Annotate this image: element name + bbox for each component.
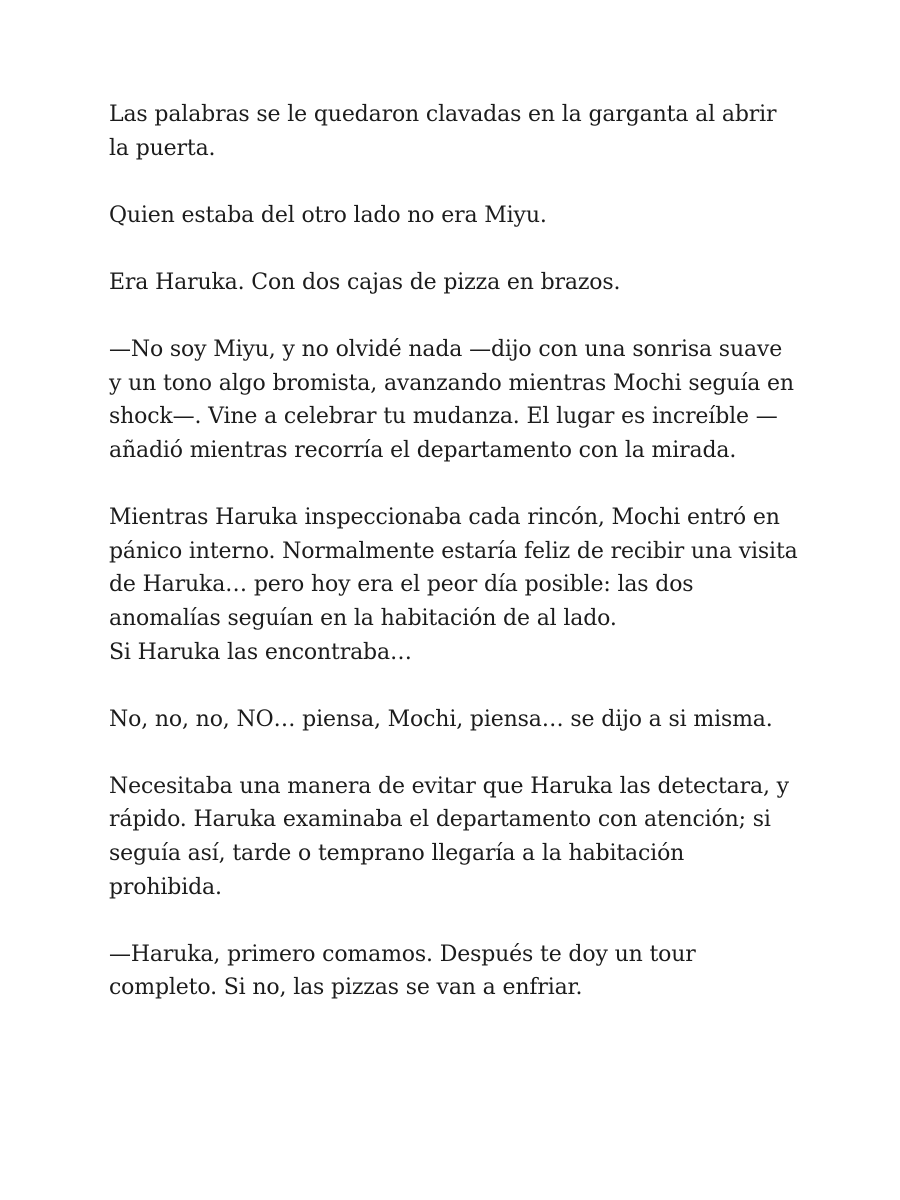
paragraph-2: Quien estaba del otro lado no era Miyu.: [109, 202, 547, 228]
paragraph-5: Mientras Haruka inspeccionaba cada rincón, Mochi entró en pánico interno. Normalmente estaría feliz de recibir una visita de Haruka… pero hoy era el peor día posible: las dos anomalías seguían en la habitación de al lado. Si Haruka las encontraba…: [109, 505, 798, 665]
paragraph-6: No, no, no, NO… piensa, Mochi, piensa… se dijo a si misma.: [109, 706, 773, 732]
document-body: [109, 98, 799, 1005]
paragraph-3: Era Haruka. Con dos cajas de pizza en brazos.: [109, 269, 621, 295]
paragraph-1: Las palabras se le quedaron clavadas en la garganta al abrir la puerta.: [109, 102, 777, 161]
paragraph-7: Necesitaba una manera de evitar que Haruka las detectara, y rápido. Haruka examinaba el departamento con atención; si seguía así, tarde o temprano llegaría a la habitación prohibida.: [109, 773, 789, 900]
paragraph-4: —No soy Miyu, y no olvidé nada —dijo con una sonrisa suave y un tono algo bromista, avanzando mientras Mochi seguía en shock—. Vine a celebrar tu mudanza. El lugar es increíble —añadió mientras recorría el departamento con la mirada.: [109, 337, 794, 463]
paragraph-8: —Haruka, primero comamos. Después te doy un tour completo. Si no, las pizzas se van a enfriar.: [109, 941, 696, 1001]
